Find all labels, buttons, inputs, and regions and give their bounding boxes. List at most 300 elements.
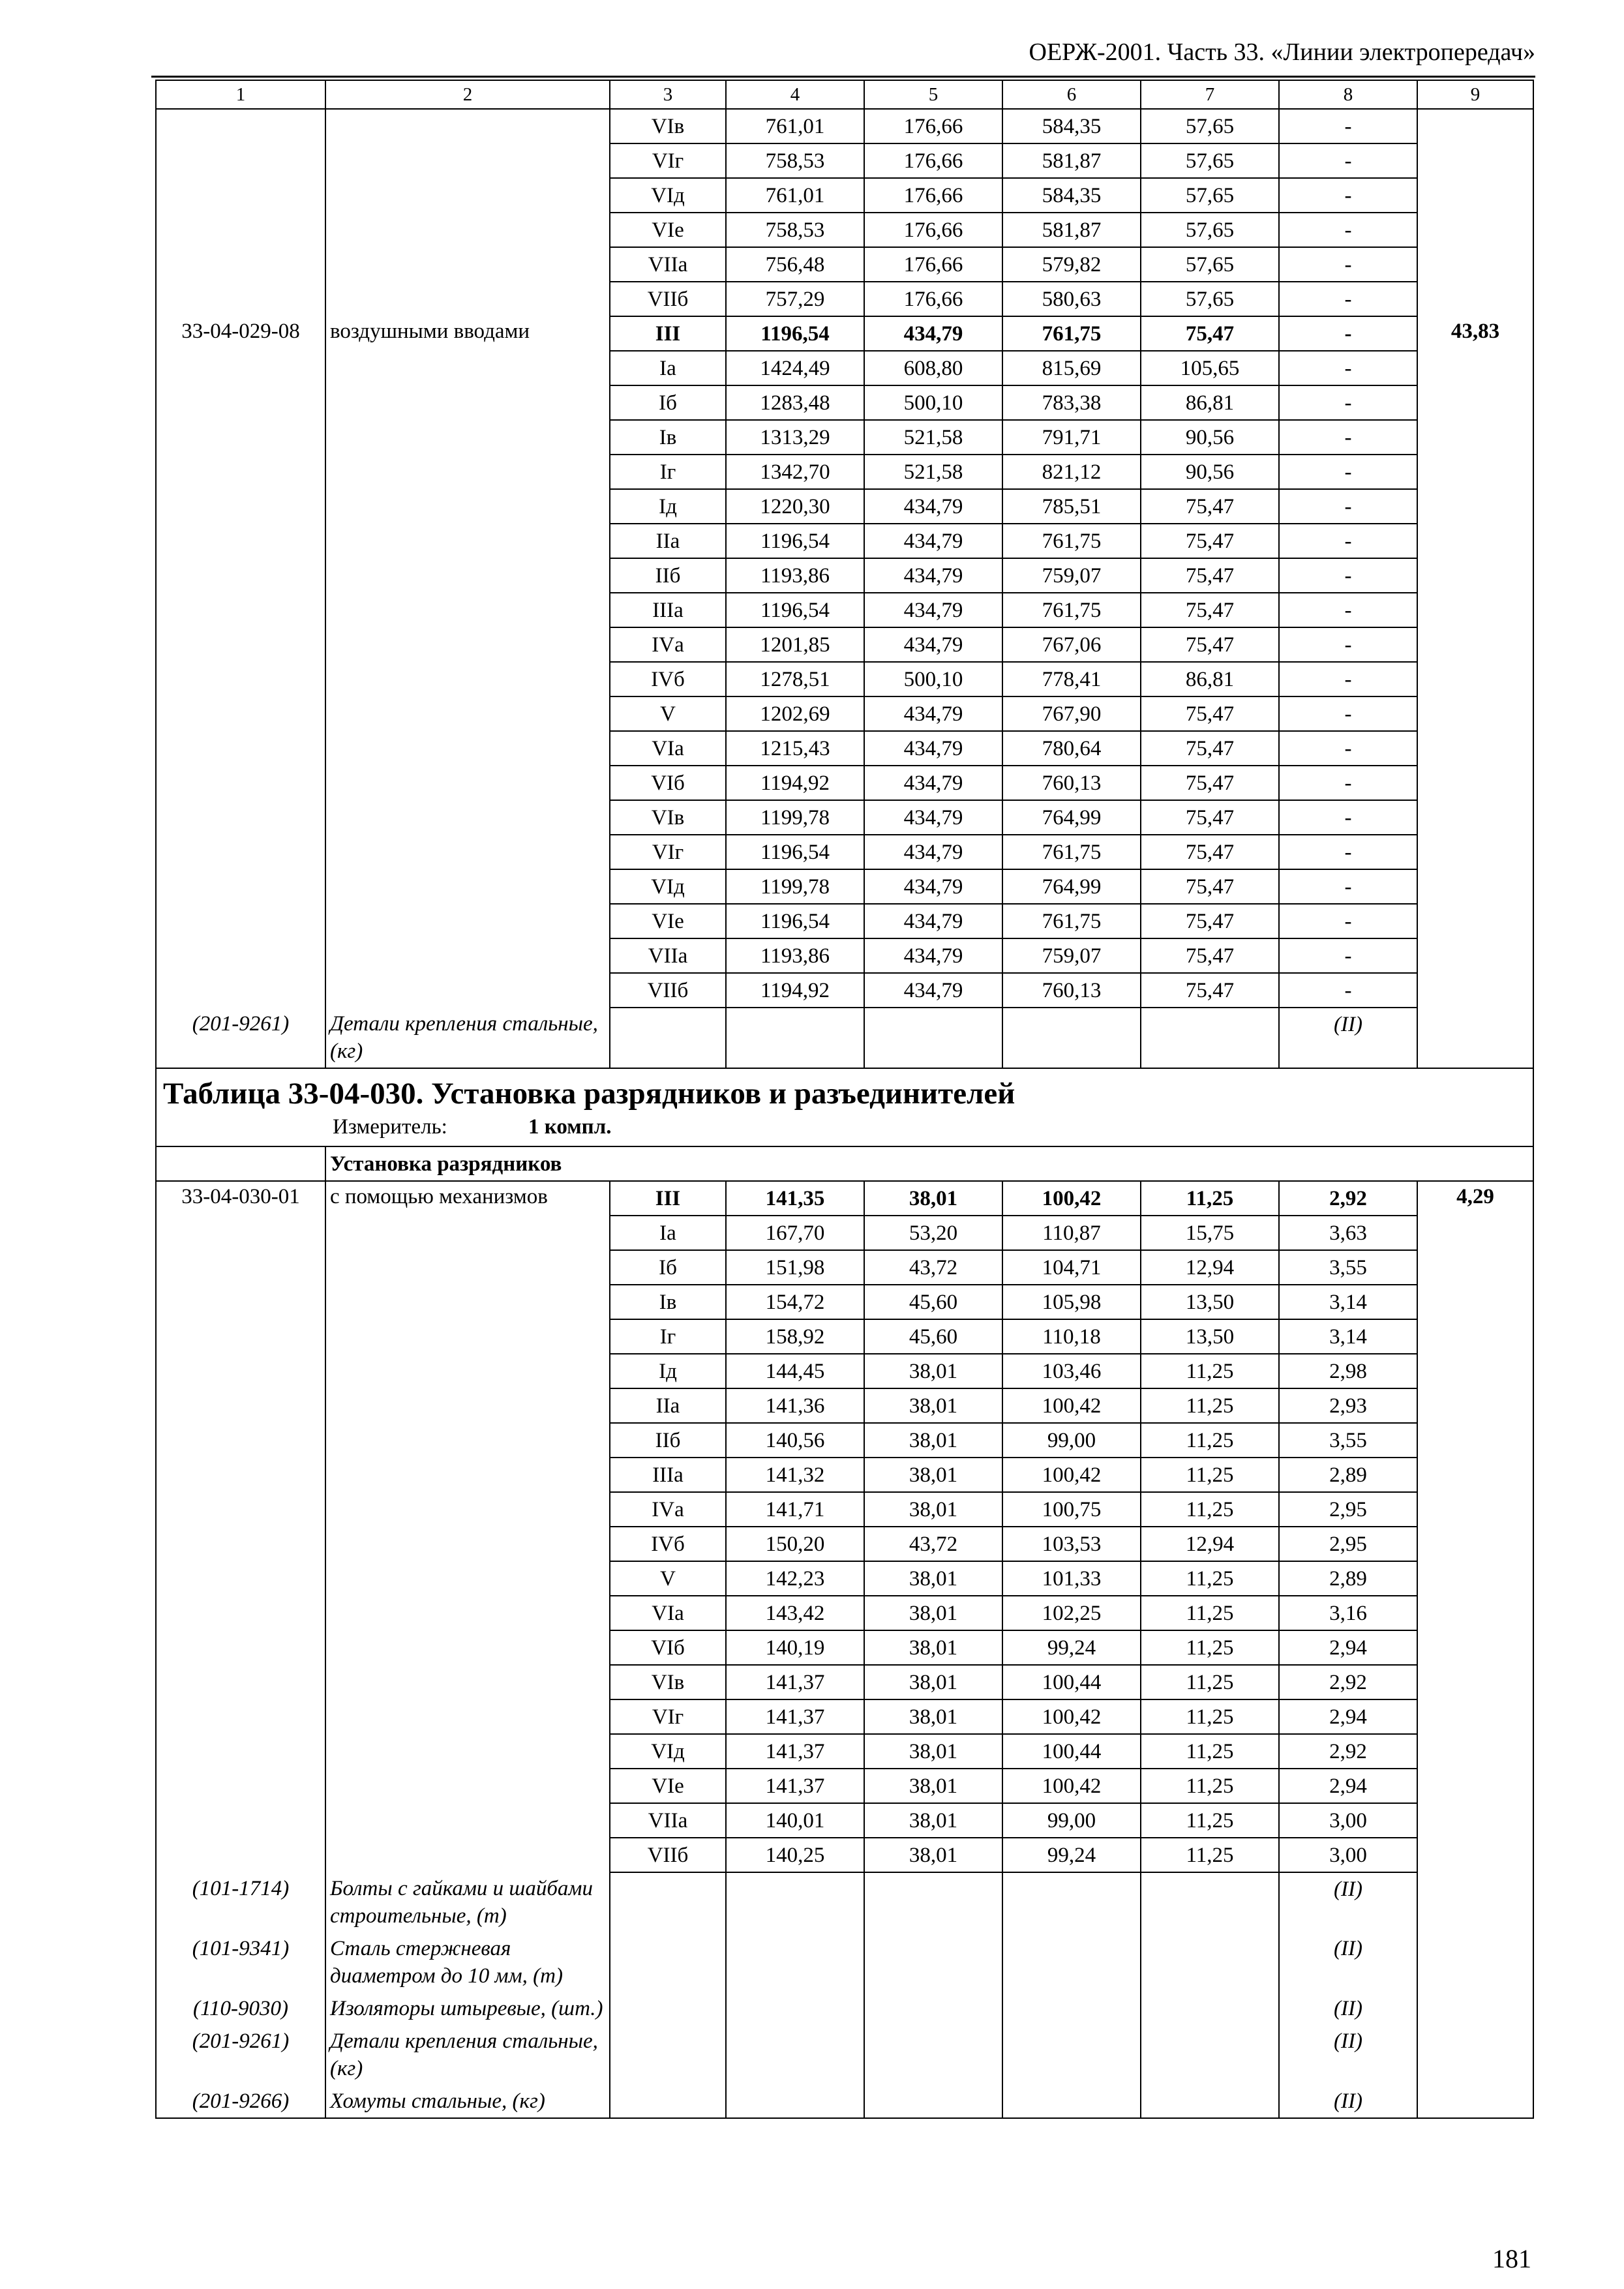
operator-wage: 11,25 — [1141, 1803, 1279, 1838]
zone-code: VIIб — [610, 282, 726, 316]
blank-cell — [1417, 109, 1533, 143]
materials-cost: 2,92 — [1279, 1734, 1417, 1769]
operator-wage: 11,25 — [1141, 1492, 1279, 1527]
table-row — [156, 213, 1533, 247]
blank-cell — [325, 627, 610, 662]
blank-cell — [156, 973, 325, 1008]
table-row — [156, 1250, 1533, 1285]
cost-total: 141,37 — [726, 1734, 864, 1769]
blank-cell — [1417, 2025, 1533, 2085]
labor-cost: 38,01 — [864, 1458, 1002, 1492]
machine-cost: 579,82 — [1002, 247, 1141, 282]
table-row — [156, 731, 1533, 766]
blank-cell — [1417, 351, 1533, 385]
table-row — [156, 1285, 1533, 1319]
resource-code: (201-9261) — [156, 2025, 325, 2085]
resource-code: (101-9341) — [156, 1932, 325, 1992]
machine-cost: 761,75 — [1002, 524, 1141, 558]
table-row — [156, 247, 1533, 282]
materials-cost: - — [1279, 247, 1417, 282]
blank-cell — [1417, 1492, 1533, 1527]
machine-cost: 100,42 — [1002, 1699, 1141, 1734]
labor-cost: 434,79 — [864, 558, 1002, 593]
zone-code: VIе — [610, 213, 726, 247]
table-row — [156, 1458, 1533, 1492]
labor-cost: 38,01 — [864, 1838, 1002, 1872]
blank-cell — [1417, 766, 1533, 800]
blank-cell — [156, 800, 325, 835]
blank-cell — [1417, 904, 1533, 938]
section-title: Установка разрядников — [325, 1146, 1533, 1181]
materials-cost: 2,94 — [1279, 1769, 1417, 1803]
blank-cell — [726, 1008, 864, 1068]
labor-cost: 176,66 — [864, 213, 1002, 247]
cost-total: 1278,51 — [726, 662, 864, 696]
blank-cell — [325, 213, 610, 247]
zone-code: VIг — [610, 1699, 726, 1734]
blank-cell — [325, 1665, 610, 1699]
table-row — [156, 1527, 1533, 1561]
zone-code: III — [610, 316, 726, 351]
table-row — [156, 1492, 1533, 1527]
blank-cell — [864, 1008, 1002, 1068]
item030-code: 33-04-030-01 — [156, 1181, 325, 1216]
blank-cell — [726, 1992, 864, 2025]
labor-cost: 176,66 — [864, 282, 1002, 316]
blank-cell — [156, 835, 325, 869]
blank-cell — [1417, 524, 1533, 558]
operator-wage: 57,65 — [1141, 109, 1279, 143]
blank-cell — [1417, 1992, 1533, 2025]
machine-cost: 100,75 — [1002, 1492, 1141, 1527]
blank-cell — [1141, 1992, 1279, 2025]
operator-wage: 57,65 — [1141, 213, 1279, 247]
labor-cost: 38,01 — [864, 1561, 1002, 1596]
blank-cell — [864, 1932, 1002, 1992]
blank-cell — [156, 247, 325, 282]
blank-cell — [325, 973, 610, 1008]
table-row — [156, 1388, 1533, 1423]
blank-cell — [325, 1285, 610, 1319]
cost-total: 1196,54 — [726, 904, 864, 938]
blank-cell — [1417, 800, 1533, 835]
column-number: 7 — [1141, 80, 1279, 109]
blank-cell — [325, 143, 610, 178]
cost-total: 1199,78 — [726, 869, 864, 904]
table-row — [156, 835, 1533, 869]
zone-code: VIб — [610, 766, 726, 800]
blank-cell — [156, 731, 325, 766]
blank-cell — [325, 938, 610, 973]
labor-cost: 176,66 — [864, 143, 1002, 178]
blank-cell — [156, 1561, 325, 1596]
column-number: 8 — [1279, 80, 1417, 109]
blank-cell — [610, 1008, 726, 1068]
blank-cell — [325, 1561, 610, 1596]
blank-cell — [156, 1388, 325, 1423]
blank-cell — [1417, 213, 1533, 247]
cost-total: 141,37 — [726, 1699, 864, 1734]
zone-code: IVа — [610, 627, 726, 662]
cost-total: 1220,30 — [726, 489, 864, 524]
materials-cost: - — [1279, 178, 1417, 213]
table-row — [156, 627, 1533, 662]
header-rule — [151, 76, 1535, 78]
zone-code: VIг — [610, 143, 726, 178]
table-row — [156, 385, 1533, 420]
materials-cost: - — [1279, 351, 1417, 385]
cost-total: 1313,29 — [726, 420, 864, 455]
blank-cell — [610, 1872, 726, 1932]
resource-row — [156, 1992, 1533, 2025]
blank-cell — [325, 1527, 610, 1561]
table-row — [156, 869, 1533, 904]
zone-code: V — [610, 696, 726, 731]
operator-wage: 90,56 — [1141, 455, 1279, 489]
operator-wage: 57,65 — [1141, 247, 1279, 282]
zone-code: Iа — [610, 351, 726, 385]
resource-name: Хомуты стальные, (кг) — [325, 2085, 610, 2118]
operator-wage: 75,47 — [1141, 524, 1279, 558]
blank-cell — [1417, 558, 1533, 593]
materials-cost: - — [1279, 731, 1417, 766]
blank-cell — [1417, 627, 1533, 662]
blank-cell — [1417, 1838, 1533, 1872]
blank-cell — [156, 1319, 325, 1354]
blank-cell — [1417, 1932, 1533, 1992]
resource-value: (II) — [1279, 1992, 1417, 2025]
materials-cost: - — [1279, 213, 1417, 247]
labor-cost: 176,66 — [864, 247, 1002, 282]
machine-cost: 761,75 — [1002, 316, 1141, 351]
operator-wage: 90,56 — [1141, 420, 1279, 455]
zone-code: VIв — [610, 109, 726, 143]
blank-cell — [325, 455, 610, 489]
table-row — [156, 662, 1533, 696]
materials-cost: 2,89 — [1279, 1561, 1417, 1596]
materials-cost: - — [1279, 835, 1417, 869]
materials-cost: 3,55 — [1279, 1250, 1417, 1285]
blank-cell — [1417, 662, 1533, 696]
operator-wage: 11,25 — [1141, 1458, 1279, 1492]
blank-cell — [325, 800, 610, 835]
blank-cell — [156, 1527, 325, 1561]
table-row — [156, 1319, 1533, 1354]
blank-cell — [156, 178, 325, 213]
blank-cell — [156, 1146, 325, 1181]
blank-cell — [325, 558, 610, 593]
materials-cost: 3,55 — [1279, 1423, 1417, 1458]
blank-cell — [610, 1932, 726, 1992]
blank-cell — [325, 766, 610, 800]
machine-cost: 584,35 — [1002, 109, 1141, 143]
materials-cost: - — [1279, 558, 1417, 593]
materials-cost: - — [1279, 420, 1417, 455]
labor-cost: 434,79 — [864, 904, 1002, 938]
blank-cell — [1417, 1734, 1533, 1769]
zone-code: IIIа — [610, 593, 726, 627]
blank-cell — [1417, 696, 1533, 731]
zone-code: Iв — [610, 1285, 726, 1319]
materials-cost: - — [1279, 282, 1417, 316]
blank-cell — [325, 662, 610, 696]
table-row — [156, 455, 1533, 489]
operator-wage: 11,25 — [1141, 1423, 1279, 1458]
blank-cell — [156, 1492, 325, 1527]
table-row — [156, 1561, 1533, 1596]
operator-wage: 75,47 — [1141, 869, 1279, 904]
blank-cell — [726, 2025, 864, 2085]
operator-wage: 13,50 — [1141, 1319, 1279, 1354]
blank-cell — [325, 1699, 610, 1734]
blank-cell — [156, 696, 325, 731]
labor-cost: 434,79 — [864, 696, 1002, 731]
zone-code: VIв — [610, 800, 726, 835]
zone-code: VIIа — [610, 1803, 726, 1838]
blank-cell — [156, 1423, 325, 1458]
column-number: 5 — [864, 80, 1002, 109]
blank-cell — [1002, 1008, 1141, 1068]
materials-cost: - — [1279, 489, 1417, 524]
labor-cost: 500,10 — [864, 662, 1002, 696]
zone-code: Iд — [610, 489, 726, 524]
blank-cell — [325, 1216, 610, 1250]
labor-cost: 434,79 — [864, 593, 1002, 627]
operator-wage: 11,25 — [1141, 1769, 1279, 1803]
blank-cell — [325, 869, 610, 904]
table-row — [156, 938, 1533, 973]
materials-cost: 3,00 — [1279, 1803, 1417, 1838]
labor-cost: 434,79 — [864, 800, 1002, 835]
blank-cell — [1417, 1285, 1533, 1319]
machine-cost: 767,90 — [1002, 696, 1141, 731]
labor-cost: 38,01 — [864, 1665, 1002, 1699]
blank-cell — [1417, 593, 1533, 627]
zone-code: VIIб — [610, 1838, 726, 1872]
materials-cost: - — [1279, 316, 1417, 351]
blank-cell — [1417, 869, 1533, 904]
blank-cell — [325, 1458, 610, 1492]
table-row — [156, 178, 1533, 213]
zone-code: IIа — [610, 524, 726, 558]
cost-total: 1202,69 — [726, 696, 864, 731]
blank-cell — [1417, 455, 1533, 489]
blank-cell — [1417, 1527, 1533, 1561]
blank-cell — [1417, 1665, 1533, 1699]
zone-code: IIIа — [610, 1458, 726, 1492]
blank-cell — [1417, 1803, 1533, 1838]
operator-wage: 11,25 — [1141, 1630, 1279, 1665]
table-row — [156, 1769, 1533, 1803]
item029-total: 43,83 — [1417, 316, 1533, 351]
blank-cell — [325, 1838, 610, 1872]
operator-wage: 75,47 — [1141, 800, 1279, 835]
cost-total: 141,35 — [726, 1181, 864, 1216]
resource-value: (II) — [1279, 2085, 1417, 2118]
labor-cost: 38,01 — [864, 1354, 1002, 1388]
labor-cost: 608,80 — [864, 351, 1002, 385]
blank-cell — [1417, 1250, 1533, 1285]
table-row — [156, 593, 1533, 627]
blank-cell — [1417, 1596, 1533, 1630]
blank-cell — [325, 489, 610, 524]
operator-wage: 75,47 — [1141, 316, 1279, 351]
blank-cell — [156, 1354, 325, 1388]
blank-cell — [156, 1285, 325, 1319]
cost-total: 761,01 — [726, 109, 864, 143]
operator-wage: 15,75 — [1141, 1216, 1279, 1250]
machine-cost: 760,13 — [1002, 766, 1141, 800]
operator-wage: 57,65 — [1141, 282, 1279, 316]
zone-code: IVа — [610, 1492, 726, 1527]
zone-code: Iд — [610, 1354, 726, 1388]
blank-cell — [325, 420, 610, 455]
labor-cost: 38,01 — [864, 1699, 1002, 1734]
resource-name: Сталь стержневая диаметром до 10 мм, (т) — [325, 1932, 610, 1992]
item029-name: воздушными вводами — [325, 316, 610, 351]
materials-cost: 2,89 — [1279, 1458, 1417, 1492]
cost-total: 1193,86 — [726, 558, 864, 593]
operator-wage: 75,47 — [1141, 627, 1279, 662]
machine-cost: 103,53 — [1002, 1527, 1141, 1561]
machine-cost: 581,87 — [1002, 143, 1141, 178]
machine-cost: 100,44 — [1002, 1734, 1141, 1769]
machine-cost: 778,41 — [1002, 662, 1141, 696]
blank-cell — [325, 696, 610, 731]
materials-cost: - — [1279, 109, 1417, 143]
cost-total: 1194,92 — [726, 766, 864, 800]
operator-wage: 75,47 — [1141, 731, 1279, 766]
cost-total: 757,29 — [726, 282, 864, 316]
cost-total: 761,01 — [726, 178, 864, 213]
cost-total: 143,42 — [726, 1596, 864, 1630]
blank-cell — [325, 1423, 610, 1458]
cost-total: 140,01 — [726, 1803, 864, 1838]
cost-total: 1201,85 — [726, 627, 864, 662]
materials-cost: 3,00 — [1279, 1838, 1417, 1872]
blank-cell — [156, 1250, 325, 1285]
blank-cell — [156, 455, 325, 489]
cost-total: 154,72 — [726, 1285, 864, 1319]
blank-cell — [156, 1699, 325, 1734]
table-row — [156, 1216, 1533, 1250]
zone-code: VIе — [610, 1769, 726, 1803]
item030-name: с помощью механизмов — [325, 1181, 610, 1216]
labor-cost: 38,01 — [864, 1423, 1002, 1458]
blank-cell — [1417, 835, 1533, 869]
cost-total: 141,37 — [726, 1665, 864, 1699]
blank-cell — [726, 1932, 864, 1992]
cost-total: 1283,48 — [726, 385, 864, 420]
section-row — [156, 1146, 1533, 1181]
labor-cost: 38,01 — [864, 1630, 1002, 1665]
materials-cost: - — [1279, 385, 1417, 420]
operator-wage: 11,25 — [1141, 1354, 1279, 1388]
table-row — [156, 524, 1533, 558]
operator-wage: 11,25 — [1141, 1665, 1279, 1699]
blank-cell — [1417, 282, 1533, 316]
machine-cost: 100,42 — [1002, 1181, 1141, 1216]
machine-cost: 100,42 — [1002, 1458, 1141, 1492]
labor-cost: 38,01 — [864, 1596, 1002, 1630]
blank-cell — [156, 627, 325, 662]
labor-cost: 434,79 — [864, 627, 1002, 662]
machine-cost: 821,12 — [1002, 455, 1141, 489]
machine-cost: 105,98 — [1002, 1285, 1141, 1319]
cost-total: 1196,54 — [726, 593, 864, 627]
blank-cell — [1417, 973, 1533, 1008]
zone-code: VIIа — [610, 938, 726, 973]
blank-cell — [1417, 489, 1533, 524]
blank-cell — [325, 1250, 610, 1285]
blank-cell — [864, 1872, 1002, 1932]
operator-wage: 75,47 — [1141, 558, 1279, 593]
blank-cell — [156, 1838, 325, 1872]
blank-cell — [325, 109, 610, 143]
cost-total: 142,23 — [726, 1561, 864, 1596]
labor-cost: 434,79 — [864, 489, 1002, 524]
machine-cost: 99,00 — [1002, 1803, 1141, 1838]
table-row — [156, 316, 1533, 351]
machine-cost: 100,44 — [1002, 1665, 1141, 1699]
machine-cost: 815,69 — [1002, 351, 1141, 385]
blank-cell — [325, 1803, 610, 1838]
blank-cell — [1417, 247, 1533, 282]
blank-cell — [156, 869, 325, 904]
machine-cost: 104,71 — [1002, 1250, 1141, 1285]
zone-code: Iб — [610, 385, 726, 420]
operator-wage: 75,47 — [1141, 973, 1279, 1008]
blank-cell — [1417, 1008, 1533, 1068]
blank-cell — [1417, 1216, 1533, 1250]
operator-wage: 12,94 — [1141, 1250, 1279, 1285]
materials-cost: - — [1279, 766, 1417, 800]
cost-total: 1193,86 — [726, 938, 864, 973]
table-row — [156, 904, 1533, 938]
operator-wage: 13,50 — [1141, 1285, 1279, 1319]
materials-cost: 2,98 — [1279, 1354, 1417, 1388]
cost-total: 758,53 — [726, 213, 864, 247]
cost-total: 1424,49 — [726, 351, 864, 385]
labor-cost: 434,79 — [864, 973, 1002, 1008]
materials-cost: 2,95 — [1279, 1527, 1417, 1561]
blank-cell — [1417, 1769, 1533, 1803]
blank-cell — [156, 1630, 325, 1665]
blank-cell — [156, 109, 325, 143]
table-row — [156, 420, 1533, 455]
blank-cell — [1417, 178, 1533, 213]
blank-cell — [1417, 420, 1533, 455]
operator-wage: 75,47 — [1141, 904, 1279, 938]
blank-cell — [156, 662, 325, 696]
zone-code: Iа — [610, 1216, 726, 1250]
machine-cost: 100,42 — [1002, 1388, 1141, 1423]
machine-cost: 780,64 — [1002, 731, 1141, 766]
blank-cell — [610, 1992, 726, 2025]
blank-cell — [1417, 1872, 1533, 1932]
blank-cell — [1417, 1354, 1533, 1388]
labor-cost: 434,79 — [864, 316, 1002, 351]
resource-row — [156, 2025, 1533, 2085]
blank-cell — [1002, 1932, 1141, 1992]
cost-total: 1196,54 — [726, 316, 864, 351]
operator-wage: 86,81 — [1141, 662, 1279, 696]
blank-cell — [156, 213, 325, 247]
blank-cell — [610, 2085, 726, 2118]
table-row — [156, 1354, 1533, 1388]
materials-cost: - — [1279, 800, 1417, 835]
zone-code: IIб — [610, 558, 726, 593]
